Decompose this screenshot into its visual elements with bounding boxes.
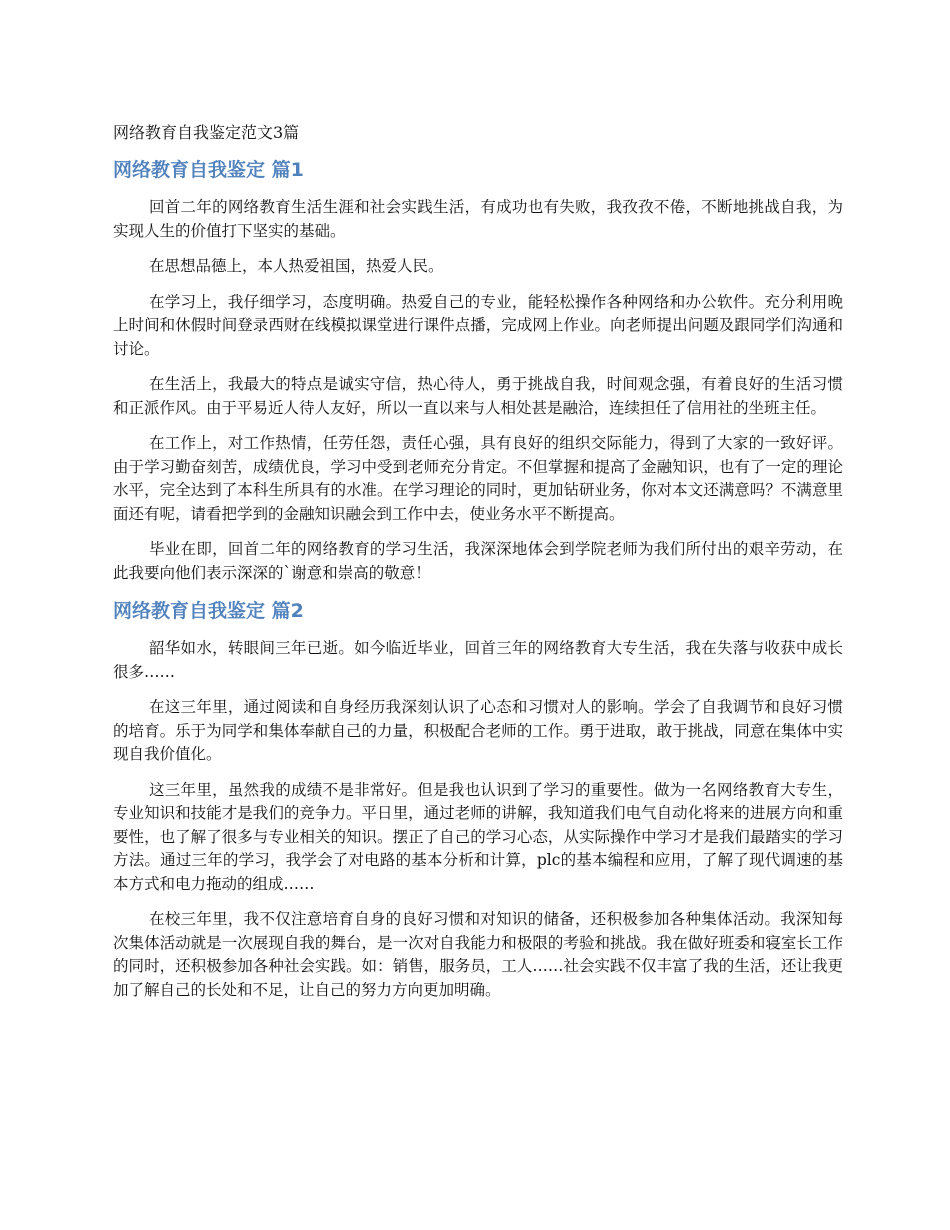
section-heading: 网络教育自我鉴定 篇2 (113, 600, 304, 622)
paragraph: 韶华如水，转眼间三年已逝。如今临近毕业，回首三年的网络教育大专生活，我在失落与收获中成长很多…… (113, 639, 843, 681)
paragraph: 回首二年的网络教育生活生涯和社会实践生活，有成功也有失败，我孜孜不倦，不断地挑战自我，为实现人生的价值打下坚实的基础。 (113, 198, 843, 240)
section-2 (113, 597, 843, 1002)
paragraph: 在学习上，我仔细学习，态度明确。热爱自己的专业，能轻松操作各种网络和办公软件。充分利用晚上时间和休假时间登录西财在线模拟课堂进行课件点播，完成网上作业。向老师提出问题及跟同学们沟通和讨论。 (113, 292, 843, 358)
paragraph: 在思想品德上，本人热爱祖国，热爱人民。 (149, 257, 444, 275)
paragraph: 这三年里，虽然我的成绩不是非常好。但是我也认识到了学习的重要性。做为一名网络教育大专生，专业知识和技能才是我们的竞争力。平日里，通过老师的讲解，我知道我们电气自动化将来的进展方向和重要性，也了解了很多与专业相关的知识。摆正了自己的学习心态，从实际操作中学习才是我们最踏实的学习方法。通过三年的学习，我学会了对电路的基本分析和计算，plc的基本编程和应用，了解了现代调速的基本方式和电力拖动的组成…… (113, 780, 843, 893)
paragraph: 在工作上，对工作热情，任劳任怨，责任心强，具有良好的组织交际能力，得到了大家的一致好评。由于学习勤奋刻苦，成绩优良，学习中受到老师充分肯定。不但掌握和提高了金融知识，也有了一定的理论水平，完全达到了本科生所具有的水准。在学习理论的同时，更加钻研业务，你对本文还满意吗？不满意里面还有呢，请看把学到的金融知识融会到工作中去，使业务水平不断提高。 (113, 434, 843, 523)
paragraph: 毕业在即，回首二年的网络教育的学习生活，我深深地体会到学院老师为我们所付出的艰辛劳动，在此我要向他们表示深深的`谢意和崇高的敬意！ (113, 540, 843, 582)
section-1 (113, 156, 843, 585)
paragraph: 在生活上，我最大的特点是诚实守信，热心待人，勇于挑战自我，时间观念强，有着良好的生活习惯和正派作风。由于平易近人待人友好，所以一直以来与人相处甚是融洽，连续担任了信用社的坐班主任。 (113, 375, 843, 417)
section-heading: 网络教育自我鉴定 篇1 (113, 159, 304, 181)
document-body (113, 120, 843, 1014)
document-title: 网络教育自我鉴定范文3篇 (113, 123, 300, 142)
paragraph: 在校三年里，我不仅注意培育自身的良好习惯和对知识的储备，还积极参加各种集体活动。我深知每次集体活动就是一次展现自我的舞台，是一次对自我能力和极限的考验和挑战。我在做好班委和寝室长工作的同时，还积极参加各种社会实践。如：销售，服务员，工人……社会实践不仅丰富了我的生活，还让我更加了解自己的长处和不足，让自己的努力方向更加明确。 (113, 910, 843, 999)
paragraph: 在这三年里，通过阅读和自身经历我深刻认识了心态和习惯对人的影响。学会了自我调节和良好习惯的培育。乐于为同学和集体奉献自己的力量，积极配合老师的工作。勇于进取，敢于挑战，同意在集体中实现自我价值化。 (113, 698, 843, 763)
